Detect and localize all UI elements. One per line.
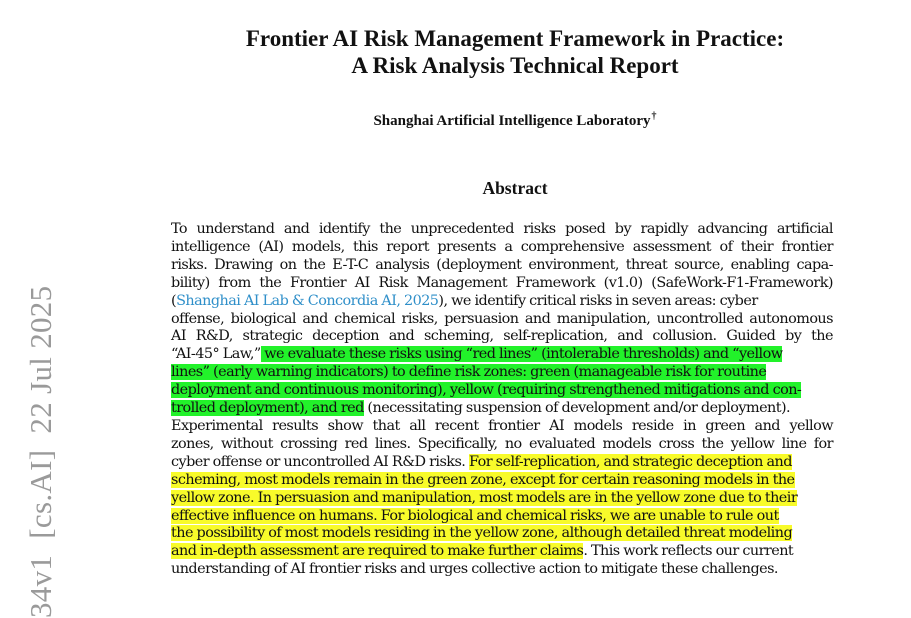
green-highlight: we evaluate these risks using “red lines” (intolerable thresholds) and “yellow [260,346,783,363]
abstract-heading: Abstract [482,178,548,198]
abstract-text: (necessitating suspension of development and/or deployment). [363,400,791,417]
abstract-line: Experimental results show that all recent frontier AI models reside in green and yellow [171,417,833,434]
yellow-highlight: the possibility of most models residing in the yellow zone, although detailed threat modeling [171,525,793,542]
yellow-highlight: and in-depth assessment are required to make further claims [171,543,584,560]
abstract-text: . This work reflects our current [583,543,794,560]
abstract-line: understanding of AI frontier risks and urges collective action to mitigate these challenges. [171,561,778,578]
abstract-line [171,508,833,526]
yellow-highlight: yellow zone. In persuasion and manipulation, most models are in the yellow zone due to their [171,489,798,506]
arxiv-side-stamp: 34v1 [cs.AI] 22 Jul 2025 [23,285,58,618]
abstract-line [171,454,833,472]
affiliation-name: Shanghai Artificial Intelligence Laboratory [373,113,651,129]
abstract-line [171,490,833,508]
abstract-line: intelligence (AI) models, this report presents a comprehensive assessment of their frontier [171,238,833,255]
abstract-line [171,364,833,382]
citation-link[interactable]: Shanghai AI Lab & Concordia AI, 2025 [176,292,439,309]
abstract-line: bility) from the Frontier AI Risk Management Framework (v1.0) (SafeWork-F1-Framework) [171,274,833,291]
abstract-line: zones, without crossing red lines. Specifically, no evaluated models cross the yellow line for [171,435,833,452]
green-highlight: trolled deployment), and red [171,400,364,417]
yellow-highlight: For self-replication, and strategic deception and [468,453,792,470]
abstract-text: “AI-45° Law,” [171,346,261,363]
abstract-line [171,525,833,543]
citation-paren-open: ( [171,292,177,309]
green-highlight: lines” (early warning indicators) to define risk zones: green (manageable risk for routine [171,364,767,381]
abstract-line [171,400,833,418]
yellow-highlight: scheming, most models remain in the green zone, except for certain reasoning models in the [171,471,795,488]
abstract-line [171,472,833,490]
paper-title-line-1: Frontier AI Risk Management Framework in Practice: [245,26,785,51]
green-highlight: deployment and continuous monitoring), yellow (requiring strengthened mitigations and con- [171,382,802,399]
abstract-text: ), we identify critical risks in seven areas: cyber [438,292,758,309]
abstract-line: risks. Drawing on the E-T-C analysis (deployment environment, threat source, enabling capa- [171,256,833,273]
affiliation-footnote-mark: † [651,111,657,122]
abstract-line: offense, biological and chemical risks, persuasion and manipulation, uncontrolled autonomous [171,310,833,327]
abstract-line: To understand and identify the unprecedented risks posed by rapidly advancing artificial [171,221,833,237]
abstract-body [171,221,833,579]
abstract-line [171,382,833,400]
abstract-text: cyber offense or uncontrolled AI R&D risks. [171,453,469,470]
abstract-line: AI R&D, strategic deception and scheming, self-replication, and collusion. Guided by the [171,328,833,345]
paper-title-line-2: A Risk Analysis Technical Report [351,53,679,78]
yellow-highlight: effective influence on humans. For biological and chemical risks, we are unable to rule out [171,507,779,524]
affiliation [120,111,910,130]
abstract-line [171,543,833,561]
abstract-line [171,293,833,311]
abstract-line [171,346,833,364]
